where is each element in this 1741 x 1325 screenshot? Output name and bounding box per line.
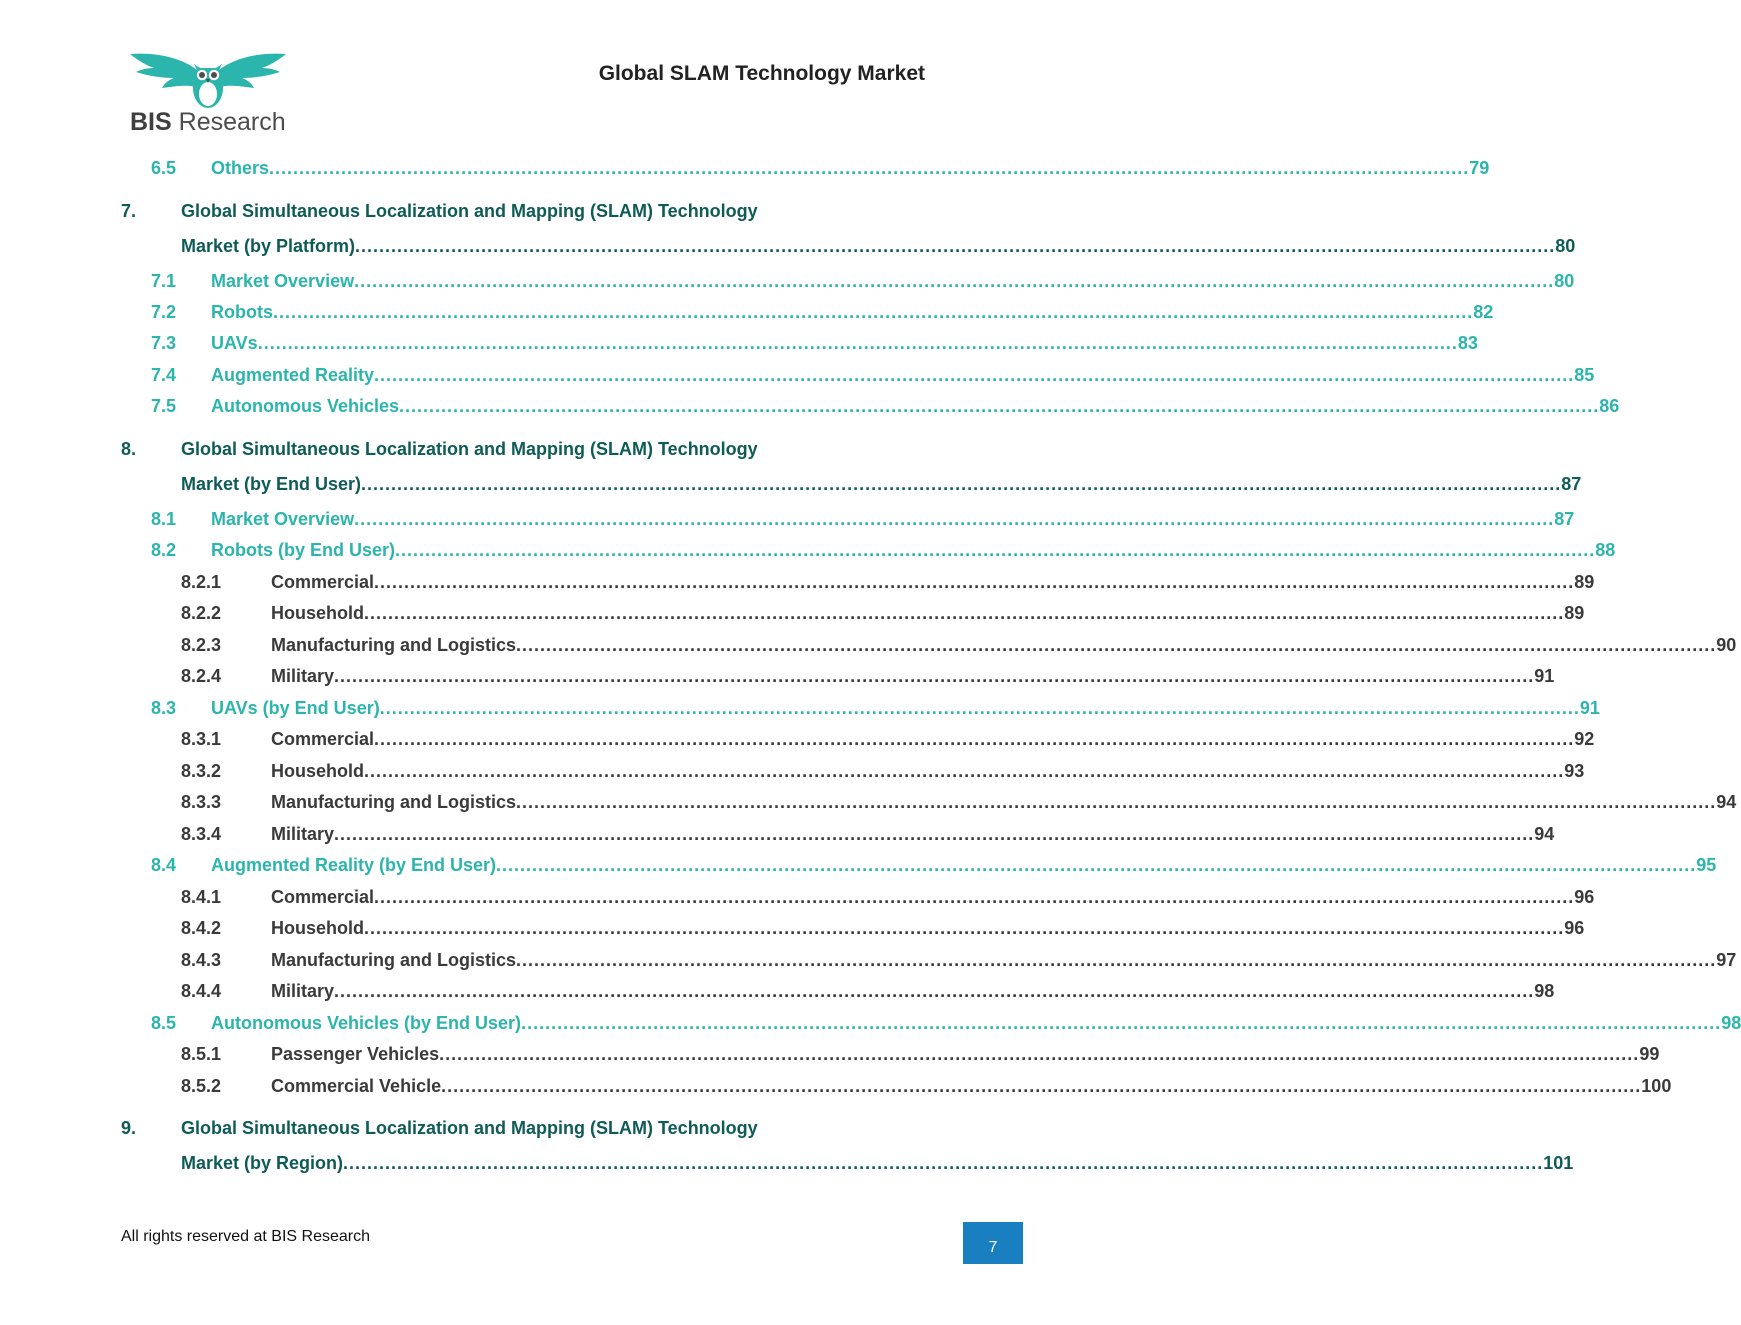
- toc-number: 7.5: [151, 396, 177, 416]
- toc-page-number: 80: [1554, 271, 1575, 291]
- toc-entry[interactable]: [0, 271, 1575, 297]
- owl-icon: [128, 48, 288, 110]
- toc-entry[interactable]: [0, 603, 1585, 629]
- toc-entry[interactable]: [0, 396, 1620, 422]
- footer-rights: All rights reserved at BIS Research: [121, 1228, 370, 1245]
- toc-page-number: 80: [1555, 236, 1576, 256]
- toc-page-number: 82: [1473, 302, 1494, 322]
- toc-number: 8.3.4: [181, 824, 222, 844]
- toc-page-number: 85: [1574, 365, 1595, 385]
- toc-page-number: 90: [1716, 635, 1737, 655]
- toc-label: Manufacturing and Logistics: [271, 792, 517, 812]
- toc-label: Robots: [211, 302, 273, 322]
- toc-entry[interactable]: [0, 540, 1616, 566]
- toc-page-number: 97: [1716, 950, 1737, 970]
- toc-number: 8.2.2: [181, 603, 222, 623]
- toc-entry[interactable]: [0, 666, 1555, 692]
- toc-heading-text: Global Simultaneous Localization and Mapping (SLAM) Technology: [181, 1118, 758, 1138]
- toc-number: 8.3.1: [181, 729, 222, 749]
- toc-page-number: 96: [1564, 918, 1585, 938]
- toc-page-number: 88: [1595, 540, 1616, 560]
- toc-entry[interactable]: [0, 474, 1582, 500]
- logo-rest: Research: [171, 108, 286, 136]
- toc-entry[interactable]: [0, 950, 1737, 976]
- toc-leader-dots: ........................................................................................................................................................................................................: [521, 1013, 1722, 1033]
- toc-entry[interactable]: [0, 302, 1494, 328]
- toc-label: Manufacturing and Logistics: [271, 635, 517, 655]
- toc-leader-dots: ........................................................................................................................................................................................................: [354, 509, 1555, 529]
- toc-number: 8.5: [151, 1013, 177, 1033]
- toc-leader-dots: ........................................................................................................................................................................................................: [364, 761, 1565, 781]
- toc-label: Market Overview: [211, 509, 355, 529]
- toc-leader-dots: ........................................................................................................................................................................................................: [374, 365, 1575, 385]
- toc-label: UAVs: [211, 333, 258, 353]
- toc-entry[interactable]: [0, 792, 1737, 818]
- toc-entry[interactable]: [0, 1013, 1741, 1039]
- toc-page-number: 99: [1639, 1044, 1660, 1064]
- toc-number: 8.4.4: [181, 981, 222, 1001]
- toc-label: Military: [271, 824, 335, 844]
- bis-research-logo: [128, 48, 288, 140]
- toc-page-number: 83: [1457, 333, 1478, 353]
- document-title: Global SLAM Technology Market: [598, 62, 925, 85]
- toc-entry[interactable]: [0, 887, 1595, 913]
- toc-number: 8.3.2: [181, 761, 222, 781]
- toc-page-number: 94: [1716, 792, 1737, 812]
- toc-number: 8.2: [151, 540, 177, 560]
- toc-number: 7.3: [151, 333, 177, 353]
- toc-number: 8.: [121, 439, 137, 459]
- toc-heading-line1: [0, 439, 1024, 465]
- toc-entry[interactable]: [0, 1044, 1660, 1070]
- toc-label: Autonomous Vehicles: [211, 396, 400, 416]
- toc-leader-dots: ........................................................................................................................................................................................................: [334, 666, 1535, 686]
- page-number: 7: [963, 1222, 1023, 1264]
- toc-label: Military: [271, 666, 335, 686]
- toc-label: Passenger Vehicles: [271, 1044, 440, 1064]
- toc-leader-dots: ........................................................................................................................................................................................................: [399, 396, 1600, 416]
- toc-leader-dots: ........................................................................................................................................................................................................: [269, 158, 1470, 178]
- toc-heading-text: Global Simultaneous Localization and Mapping (SLAM) Technology: [181, 201, 758, 221]
- toc-number: 8.2.4: [181, 666, 222, 686]
- toc-label: Commercial: [271, 729, 375, 749]
- toc-entry[interactable]: [0, 1076, 1672, 1102]
- toc-leader-dots: ........................................................................................................................................................................................................: [334, 824, 1535, 844]
- toc-heading-line1: [0, 201, 1024, 227]
- toc-number: 8.5.2: [181, 1076, 222, 1096]
- toc-leader-dots: ........................................................................................................................................................................................................: [441, 1076, 1642, 1096]
- toc-page-number: 86: [1599, 396, 1620, 416]
- toc-leader-dots: ........................................................................................................................................................................................................: [439, 1044, 1640, 1064]
- toc-label: Others: [211, 158, 270, 178]
- toc-leader-dots: ........................................................................................................................................................................................................: [374, 572, 1575, 592]
- toc-number: 8.3: [151, 698, 177, 718]
- toc-leader-dots: ........................................................................................................................................................................................................: [364, 603, 1565, 623]
- toc-page-number: 92: [1574, 729, 1595, 749]
- toc-label: Household: [271, 918, 364, 938]
- toc-leader-dots: ........................................................................................................................................................................................................: [334, 981, 1535, 1001]
- toc-page-number: 89: [1564, 603, 1585, 623]
- toc-page-number: 89: [1574, 572, 1595, 592]
- toc-number: 8.3.3: [181, 792, 222, 812]
- toc-label: Commercial Vehicle: [271, 1076, 442, 1096]
- toc-leader-dots: ........................................................................................................................................................................................................: [257, 333, 1458, 353]
- toc-leader-dots: ........................................................................................................................................................................................................: [343, 1153, 1544, 1173]
- toc-entry[interactable]: [0, 981, 1555, 1007]
- toc-label: Market (by Platform): [181, 236, 356, 256]
- toc-number: 8.4.3: [181, 950, 222, 970]
- toc-label: Household: [271, 603, 364, 623]
- toc-entry[interactable]: [0, 729, 1595, 755]
- toc-label: Commercial: [271, 887, 375, 907]
- toc-number: 6.5: [151, 158, 177, 178]
- toc-page-number: 101: [1543, 1153, 1574, 1173]
- toc-entry[interactable]: [0, 635, 1737, 661]
- toc-leader-dots: ........................................................................................................................................................................................................: [374, 729, 1575, 749]
- toc-heading-line1: [0, 1118, 1024, 1144]
- toc-page-number: 98: [1721, 1013, 1741, 1033]
- toc-label: Augmented Reality (by End User): [211, 855, 497, 875]
- toc-number: 8.2.1: [181, 572, 222, 592]
- toc-number: 8.4.1: [181, 887, 222, 907]
- toc-leader-dots: ........................................................................................................................................................................................................: [361, 474, 1562, 494]
- toc-entry[interactable]: [0, 698, 1600, 724]
- logo-bold: BIS: [130, 108, 172, 136]
- toc-page-number: 79: [1469, 158, 1490, 178]
- toc-heading-text: Global Simultaneous Localization and Mapping (SLAM) Technology: [181, 439, 758, 459]
- toc-page-number: 91: [1579, 698, 1600, 718]
- toc-label: Military: [271, 981, 335, 1001]
- toc-label: Robots (by End User): [211, 540, 396, 560]
- toc-number: 8.2.3: [181, 635, 222, 655]
- toc-leader-dots: ........................................................................................................................................................................................................: [355, 236, 1556, 256]
- toc-number: 8.5.1: [181, 1044, 222, 1064]
- toc-page-number: 98: [1534, 981, 1555, 1001]
- toc-leader-dots: ........................................................................................................................................................................................................: [516, 950, 1717, 970]
- toc-page-number: 94: [1534, 824, 1555, 844]
- toc-entry[interactable]: [0, 158, 1490, 184]
- toc-number: 7.1: [151, 271, 177, 291]
- toc-page-number: 96: [1574, 887, 1595, 907]
- toc-page-number: 95: [1696, 855, 1717, 875]
- toc-page-number: 87: [1554, 509, 1575, 529]
- toc-number: 7.4: [151, 365, 177, 385]
- toc-leader-dots: ........................................................................................................................................................................................................: [273, 302, 1474, 322]
- toc-number: 8.1: [151, 509, 177, 529]
- toc-label: Autonomous Vehicles (by End User): [211, 1013, 522, 1033]
- toc-entry[interactable]: [0, 509, 1575, 535]
- toc-page-number: 93: [1564, 761, 1585, 781]
- toc-entry[interactable]: [0, 824, 1555, 850]
- toc-label: UAVs (by End User): [211, 698, 380, 718]
- toc-leader-dots: ........................................................................................................................................................................................................: [354, 271, 1555, 291]
- toc-page-number: 100: [1641, 1076, 1672, 1096]
- logo-wordmark: [130, 108, 286, 137]
- toc-number: 8.4: [151, 855, 177, 875]
- toc-entry[interactable]: [0, 236, 1576, 262]
- toc-entry[interactable]: [0, 855, 1717, 881]
- toc-entry[interactable]: [0, 572, 1595, 598]
- toc-entry[interactable]: [0, 365, 1595, 391]
- toc-leader-dots: ........................................................................................................................................................................................................: [496, 855, 1697, 875]
- toc-page-number: 91: [1534, 666, 1555, 686]
- toc-entry[interactable]: [0, 918, 1585, 944]
- toc-label: Commercial: [271, 572, 375, 592]
- toc-number: 7.2: [151, 302, 177, 322]
- toc-entry[interactable]: [0, 1153, 1574, 1179]
- toc-label: Market Overview: [211, 271, 355, 291]
- toc-label: Market (by Region): [181, 1153, 344, 1173]
- toc-label: Household: [271, 761, 364, 781]
- toc-entry[interactable]: [0, 333, 1478, 359]
- toc-leader-dots: ........................................................................................................................................................................................................: [379, 698, 1580, 718]
- toc-entry[interactable]: [0, 761, 1585, 787]
- toc-label: Manufacturing and Logistics: [271, 950, 517, 970]
- toc-leader-dots: ........................................................................................................................................................................................................: [364, 918, 1565, 938]
- toc-leader-dots: ........................................................................................................................................................................................................: [516, 792, 1717, 812]
- toc-leader-dots: ........................................................................................................................................................................................................: [395, 540, 1596, 560]
- toc-label: Augmented Reality: [211, 365, 375, 385]
- toc-number: 7.: [121, 201, 137, 221]
- toc-number: 9.: [121, 1118, 137, 1138]
- toc-leader-dots: ........................................................................................................................................................................................................: [374, 887, 1575, 907]
- toc-number: 8.4.2: [181, 918, 222, 938]
- toc-label: Market (by End User): [181, 474, 362, 494]
- toc-page-number: 87: [1561, 474, 1582, 494]
- toc-leader-dots: ........................................................................................................................................................................................................: [516, 635, 1717, 655]
